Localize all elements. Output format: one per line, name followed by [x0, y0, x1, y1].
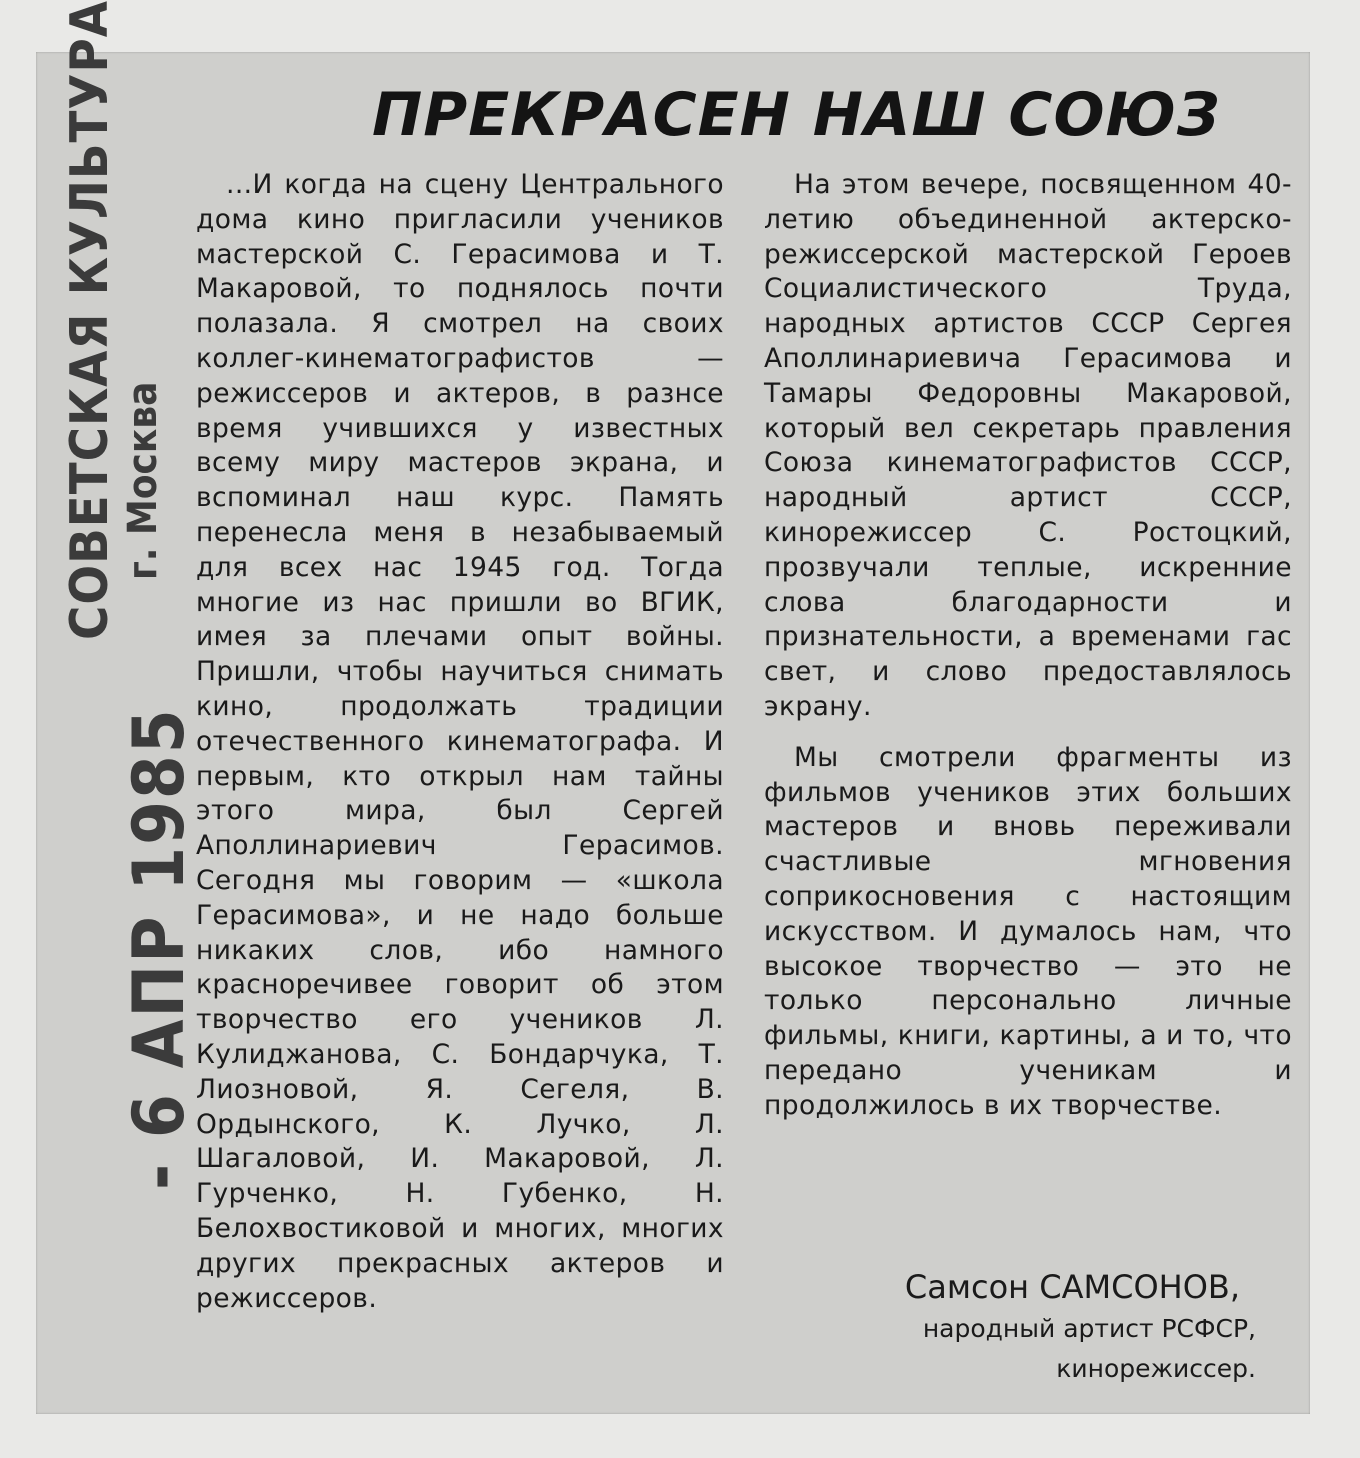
- paragraph: Мы смотрели фрагменты из фильмов учеников этих больших мастеров и вновь переживали счастливые мгновения соприкосновения с настоящим искусством. И думалось нам, что высокое творчество — это не только персонально личные фильмы, книги, картины, а и то, что передано ученикам и продолжилось в их творчестве.: [764, 741, 1292, 1121]
- newspaper-name-stamp: СОВЕТСКАЯ КУЛЬТУРА: [60, 0, 120, 640]
- author-title: народный артист РСФСР,: [922, 1314, 1256, 1343]
- city-stamp: г. Москва: [120, 381, 166, 580]
- paragraph: На этом вечере, посвященном 40-летию объединенной актерско-режиссерской мастерской Героев Социалистического Труда, народных артистов СССР Сергея Аполлинариевича Герасимова и Тамары Федоровны Макаровой, который вел секретарь правления Союза кинематографистов СССР, народный артист СССР, кинорежиссер С. Ростоцкий, прозвучали теплые, искренние слова благодарности и признательности, а временами гас свет, и слово предоставлялось экрану.: [764, 169, 1292, 722]
- article-headline: ПРЕКРАСЕН НАШ СОЮЗ: [372, 80, 1221, 150]
- date-stamp: - 6 АПР 1985: [118, 707, 200, 1190]
- article-column-left: [196, 168, 724, 1316]
- paragraph: ...И когда на сцену Центрального дома кино пригласили учеников мастерской С. Герасимова и Т. Макаровой, то поднялось почти полазала. Я смотрел на своих коллег-кинематографистов — режиссеров и актеров, в разнсе время учившихся у известных всему миру мастеров экрана, и вспоминал наш курс. Память перенесла меня в незабываемый для всех нас 1945 год. Тогда многие из нас пришли во ВГИК, имея за плечами опыт войны. Пришли, чтобы научиться снимать кино, продолжать традиции отечественного кинематографа. И первым, кто открыл нам тайны этого мира, был Сергей Аполлинариевич Герасимов. Сегодня мы говорим — «школа Герасимова», и не надо больше никаких слов, ибо намного красноречивее говорит об этом творчество его учеников Л. Кулиджанова, С. Бондарчука, Т. Лиозновой, Я. Сегеля, В. Ордынского, К. Лучко, Л. Шагаловой, И. Макаровой, Л. Гурченко, Н. Губенко, Н. Белохвостиковой и многих, многих других прекрасных актеров и режиссеров.: [196, 169, 724, 1314]
- author-profession: кинорежиссер.: [1056, 1354, 1256, 1383]
- author-signature: [764, 1265, 1256, 1389]
- article-column-right: [764, 168, 1292, 1124]
- author-name: Самсон САМСОНОВ,: [904, 1268, 1240, 1306]
